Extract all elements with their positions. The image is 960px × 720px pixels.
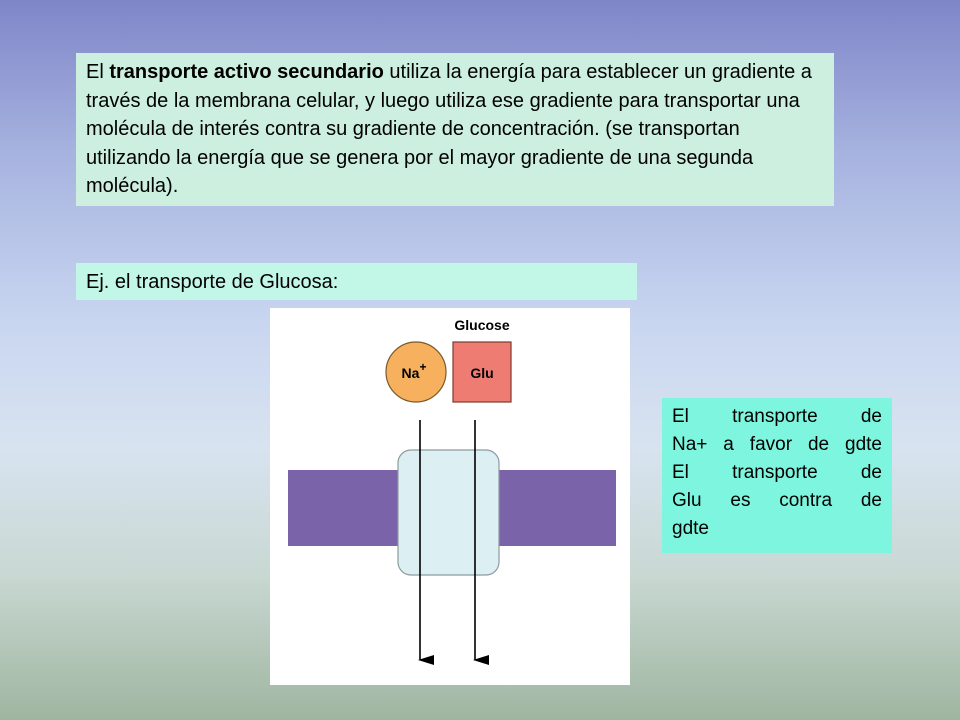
diagram-title: Glucose (454, 317, 510, 333)
intro-bold-term: transporte activo secundario (109, 61, 384, 83)
intro-text-box (76, 53, 834, 206)
sodium-charge: + (419, 360, 427, 374)
example-label-box (76, 263, 637, 300)
note-line: Glu es contra de (672, 490, 882, 511)
note-box (662, 398, 892, 553)
diagram-svg (270, 308, 630, 685)
note-line: gdte (672, 518, 709, 539)
transporter-protein (398, 450, 499, 575)
note-line: Na+ a favor de gdte (672, 434, 882, 455)
note-line: El transporte de (672, 406, 882, 427)
note-line: El transporte de (672, 462, 882, 483)
glucose-label: Glu (470, 365, 494, 381)
intro-text-start: El (86, 61, 110, 83)
example-label: Ej. el transporte de Glucosa: (86, 271, 339, 293)
glucose-transport-diagram (270, 308, 630, 685)
sodium-label: Na (401, 365, 420, 381)
intro-text-rest: utiliza la energía para establecer un gradiente a través de la membrana celular, y luego utiliza ese gradiente para transportar una molécula de interés contra su gradiente de concentración. (se transportan utilizando la energía que se genera por el mayor gradiente de una segunda molécula). (86, 61, 812, 197)
